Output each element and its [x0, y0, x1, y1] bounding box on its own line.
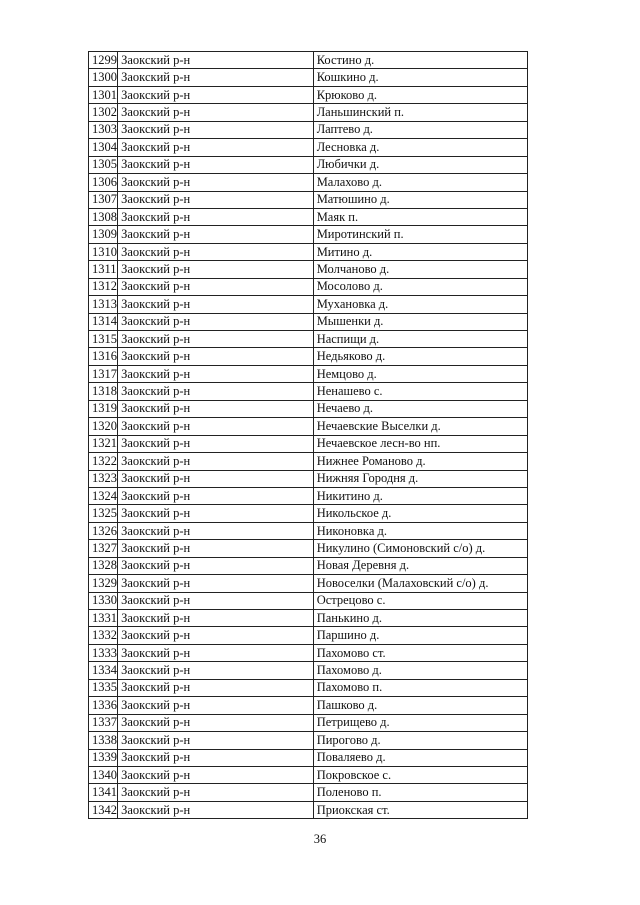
locality-cell: Приокская ст. [313, 801, 527, 818]
district-cell: Заокский р-н [118, 749, 314, 766]
page-number: 36 [313, 832, 327, 846]
district-cell: Заокский р-н [118, 470, 314, 487]
table-row [89, 575, 528, 592]
row-number-cell: 1327 [89, 540, 118, 557]
row-number-cell: 1317 [89, 365, 118, 382]
table-row [89, 522, 528, 539]
table-row [89, 313, 528, 330]
table-row [89, 278, 528, 295]
table-row [89, 487, 528, 504]
table-row [89, 86, 528, 103]
district-cell: Заокский р-н [118, 365, 314, 382]
district-cell: Заокский р-н [118, 278, 314, 295]
table-row [89, 766, 528, 783]
table-row [89, 679, 528, 696]
locality-cell: Панькино д. [313, 610, 527, 627]
table-row [89, 226, 528, 243]
locality-cell: Любички д. [313, 156, 527, 173]
table-row [89, 540, 528, 557]
locality-cell: Пахомово п. [313, 679, 527, 696]
locality-cell: Пашково д. [313, 697, 527, 714]
row-number-cell: 1332 [89, 627, 118, 644]
district-cell: Заокский р-н [118, 121, 314, 138]
locality-cell: Кошкино д. [313, 69, 527, 86]
district-cell: Заокский р-н [118, 261, 314, 278]
row-number-cell: 1333 [89, 644, 118, 661]
row-number-cell: 1311 [89, 261, 118, 278]
table-row [89, 697, 528, 714]
locality-cell: Пахомово ст. [313, 644, 527, 661]
locality-cell: Мышенки д. [313, 313, 527, 330]
localities-table [88, 51, 528, 819]
table-row [89, 383, 528, 400]
locality-cell: Недьяково д. [313, 348, 527, 365]
locality-cell: Новая Деревня д. [313, 557, 527, 574]
locality-cell: Мухановка д. [313, 296, 527, 313]
district-cell: Заокский р-н [118, 243, 314, 260]
table-row [89, 121, 528, 138]
district-cell: Заокский р-н [118, 331, 314, 348]
district-cell: Заокский р-н [118, 575, 314, 592]
locality-cell: Пахомово д. [313, 662, 527, 679]
district-cell: Заокский р-н [118, 226, 314, 243]
row-number-cell: 1329 [89, 575, 118, 592]
table-row [89, 470, 528, 487]
table-row [89, 365, 528, 382]
district-cell: Заокский р-н [118, 592, 314, 609]
district-cell: Заокский р-н [118, 348, 314, 365]
district-cell: Заокский р-н [118, 487, 314, 504]
district-cell: Заокский р-н [118, 52, 314, 69]
locality-cell: Маяк п. [313, 208, 527, 225]
district-cell: Заокский р-н [118, 627, 314, 644]
row-number-cell: 1319 [89, 400, 118, 417]
row-number-cell: 1306 [89, 174, 118, 191]
row-number-cell: 1322 [89, 453, 118, 470]
table-row [89, 644, 528, 661]
locality-cell: Покровское с. [313, 766, 527, 783]
locality-cell: Пирогово д. [313, 732, 527, 749]
row-number-cell: 1341 [89, 784, 118, 801]
table-row [89, 732, 528, 749]
table-row [89, 610, 528, 627]
district-cell: Заокский р-н [118, 801, 314, 818]
row-number-cell: 1331 [89, 610, 118, 627]
locality-cell: Наспищи д. [313, 331, 527, 348]
locality-cell: Поваляево д. [313, 749, 527, 766]
locality-cell: Никольское д. [313, 505, 527, 522]
district-cell: Заокский р-н [118, 156, 314, 173]
locality-cell: Нечаевское лесн-во нп. [313, 435, 527, 452]
district-cell: Заокский р-н [118, 383, 314, 400]
locality-cell: Острецово с. [313, 592, 527, 609]
district-cell: Заокский р-н [118, 435, 314, 452]
district-cell: Заокский р-н [118, 139, 314, 156]
district-cell: Заокский р-н [118, 453, 314, 470]
locality-cell: Митино д. [313, 243, 527, 260]
locality-cell: Нижнее Романово д. [313, 453, 527, 470]
row-number-cell: 1316 [89, 348, 118, 365]
locality-cell: Малахово д. [313, 174, 527, 191]
row-number-cell: 1315 [89, 331, 118, 348]
table-row [89, 331, 528, 348]
row-number-cell: 1305 [89, 156, 118, 173]
locality-cell: Новоселки (Малаховский с/о) д. [313, 575, 527, 592]
district-cell: Заокский р-н [118, 296, 314, 313]
row-number-cell: 1301 [89, 86, 118, 103]
row-number-cell: 1321 [89, 435, 118, 452]
row-number-cell: 1335 [89, 679, 118, 696]
table-row [89, 261, 528, 278]
locality-cell: Лесновка д. [313, 139, 527, 156]
table-row [89, 296, 528, 313]
row-number-cell: 1314 [89, 313, 118, 330]
district-cell: Заокский р-н [118, 714, 314, 731]
row-number-cell: 1318 [89, 383, 118, 400]
district-cell: Заокский р-н [118, 69, 314, 86]
district-cell: Заокский р-н [118, 522, 314, 539]
row-number-cell: 1300 [89, 69, 118, 86]
row-number-cell: 1302 [89, 104, 118, 121]
row-number-cell: 1307 [89, 191, 118, 208]
district-cell: Заокский р-н [118, 191, 314, 208]
table-row [89, 714, 528, 731]
localities-table-body [89, 52, 528, 819]
table-row [89, 662, 528, 679]
district-cell: Заокский р-н [118, 766, 314, 783]
district-cell: Заокский р-н [118, 104, 314, 121]
table-row [89, 156, 528, 173]
district-cell: Заокский р-н [118, 697, 314, 714]
row-number-cell: 1304 [89, 139, 118, 156]
district-cell: Заокский р-н [118, 505, 314, 522]
locality-cell: Никулино (Симоновский с/о) д. [313, 540, 527, 557]
table-row [89, 749, 528, 766]
district-cell: Заокский р-н [118, 86, 314, 103]
locality-cell: Петрищево д. [313, 714, 527, 731]
row-number-cell: 1334 [89, 662, 118, 679]
district-cell: Заокский р-н [118, 540, 314, 557]
row-number-cell: 1310 [89, 243, 118, 260]
row-number-cell: 1340 [89, 766, 118, 783]
locality-cell: Ланьшинский п. [313, 104, 527, 121]
table-row [89, 435, 528, 452]
row-number-cell: 1308 [89, 208, 118, 225]
locality-cell: Нижняя Городня д. [313, 470, 527, 487]
row-number-cell: 1313 [89, 296, 118, 313]
district-cell: Заокский р-н [118, 679, 314, 696]
row-number-cell: 1320 [89, 418, 118, 435]
table-row [89, 418, 528, 435]
locality-cell: Крюково д. [313, 86, 527, 103]
locality-cell: Костино д. [313, 52, 527, 69]
row-number-cell: 1312 [89, 278, 118, 295]
table-row [89, 557, 528, 574]
table-row [89, 801, 528, 818]
row-number-cell: 1342 [89, 801, 118, 818]
district-cell: Заокский р-н [118, 610, 314, 627]
locality-cell: Матюшино д. [313, 191, 527, 208]
locality-cell: Нечаево д. [313, 400, 527, 417]
district-cell: Заокский р-н [118, 732, 314, 749]
locality-cell: Миротинский п. [313, 226, 527, 243]
table-row [89, 348, 528, 365]
table-row [89, 208, 528, 225]
row-number-cell: 1303 [89, 121, 118, 138]
district-cell: Заокский р-н [118, 313, 314, 330]
row-number-cell: 1309 [89, 226, 118, 243]
row-number-cell: 1339 [89, 749, 118, 766]
row-number-cell: 1325 [89, 505, 118, 522]
locality-cell: Ненашево с. [313, 383, 527, 400]
locality-cell: Лаптево д. [313, 121, 527, 138]
district-cell: Заокский р-н [118, 208, 314, 225]
district-cell: Заокский р-н [118, 644, 314, 661]
locality-cell: Никитино д. [313, 487, 527, 504]
table-row [89, 400, 528, 417]
row-number-cell: 1328 [89, 557, 118, 574]
row-number-cell: 1299 [89, 52, 118, 69]
district-cell: Заокский р-н [118, 400, 314, 417]
table-row [89, 69, 528, 86]
table-row [89, 784, 528, 801]
table-row [89, 243, 528, 260]
row-number-cell: 1323 [89, 470, 118, 487]
locality-cell: Нечаевские Выселки д. [313, 418, 527, 435]
district-cell: Заокский р-н [118, 662, 314, 679]
table-row [89, 52, 528, 69]
locality-cell: Никоновка д. [313, 522, 527, 539]
row-number-cell: 1326 [89, 522, 118, 539]
district-cell: Заокский р-н [118, 418, 314, 435]
row-number-cell: 1338 [89, 732, 118, 749]
row-number-cell: 1336 [89, 697, 118, 714]
row-number-cell: 1330 [89, 592, 118, 609]
locality-cell: Мосолово д. [313, 278, 527, 295]
district-cell: Заокский р-н [118, 557, 314, 574]
district-cell: Заокский р-н [118, 174, 314, 191]
table-row [89, 104, 528, 121]
row-number-cell: 1324 [89, 487, 118, 504]
table-row [89, 453, 528, 470]
table-row [89, 191, 528, 208]
table-row [89, 592, 528, 609]
table-row [89, 627, 528, 644]
row-number-cell: 1337 [89, 714, 118, 731]
table-row [89, 139, 528, 156]
table-row [89, 505, 528, 522]
locality-cell: Поленово п. [313, 784, 527, 801]
district-cell: Заокский р-н [118, 784, 314, 801]
locality-cell: Молчаново д. [313, 261, 527, 278]
table-row [89, 174, 528, 191]
locality-cell: Паршино д. [313, 627, 527, 644]
locality-cell: Немцово д. [313, 365, 527, 382]
